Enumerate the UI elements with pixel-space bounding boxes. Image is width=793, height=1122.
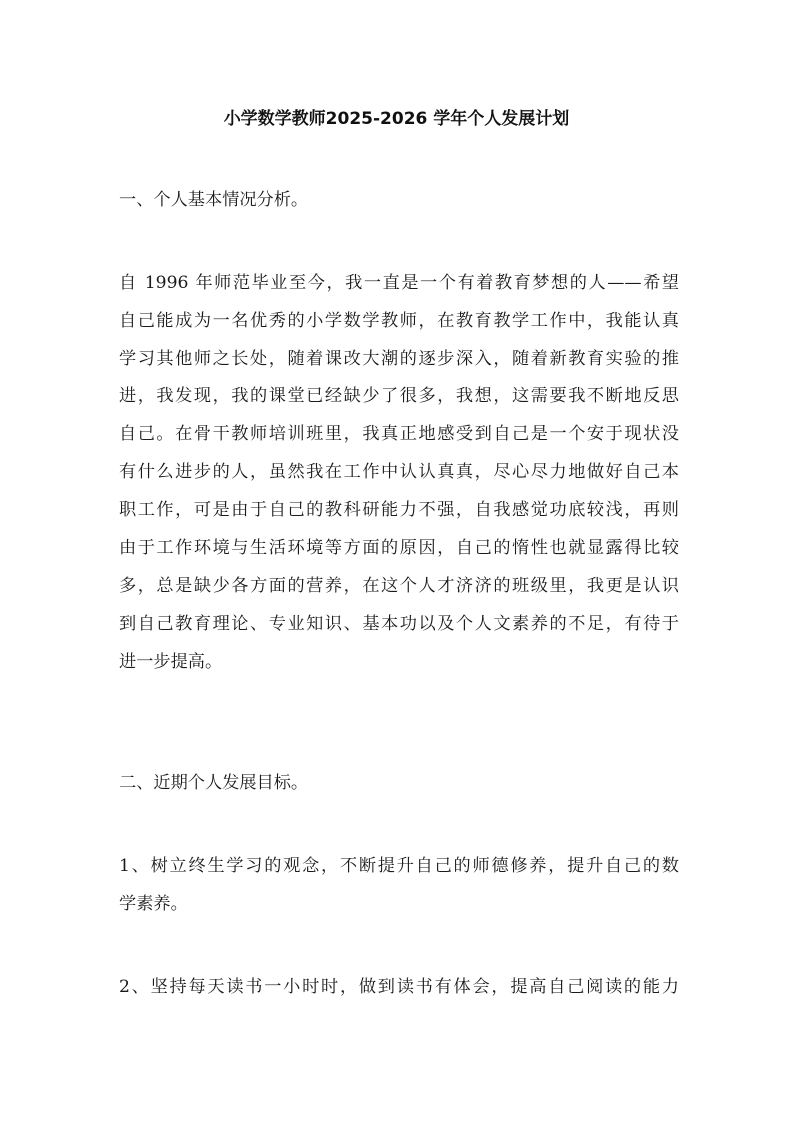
section-heading-development-goals: 二、近期个人发展目标。 <box>119 773 309 793</box>
section-heading-personal-analysis: 一、个人基本情况分析。 <box>119 190 309 210</box>
paragraph-line: 由于工作环境与生活环境等方面的原因，自己的惰性也就显露得比较 <box>119 538 679 558</box>
paragraph-line: 自己。在骨干教师培训班里，我真正地感受到自己是一个安于现状没 <box>119 424 679 444</box>
paragraph-line: 学习其他师之长处，随着课改大潮的逐步深入，随着新教育实验的推 <box>119 349 679 369</box>
paragraph-line: 自己能成为一名优秀的小学数学教师，在教育教学工作中，我能认真 <box>119 311 679 331</box>
document-title: 小学数学教师2025-2026 学年个人发展计划 <box>223 109 570 129</box>
paragraph-line: 到自己教育理论、专业知识、基本功以及个人文素养的不足，有待于 <box>119 614 679 634</box>
goal-item-2-line: 2、坚持每天读书一小时时，做到读书有体会，提高自己阅读的能力 <box>119 977 679 997</box>
paragraph-line: 自 1996 年师范毕业至今，我一直是一个有着教育梦想的人——希望 <box>119 273 679 293</box>
goal-item-1-line: 学素养。 <box>119 894 188 914</box>
paragraph-line: 进一步提高。 <box>119 652 223 672</box>
paragraph-line: 进，我发现，我的课堂已经缺少了很多，我想，这需要我不断地反思 <box>119 386 679 406</box>
goal-item-1-line: 1、树立终生学习的观念，不断提升自己的师德修养，提升自己的数 <box>119 856 679 876</box>
paragraph-line: 多，总是缺少各方面的营养，在这个人才济济的班级里，我更是认识 <box>119 576 679 596</box>
paragraph-line: 职工作，可是由于自己的教科研能力不强，自我感觉功底较浅，再则 <box>119 500 679 520</box>
paragraph-line: 有什么进步的人，虽然我在工作中认认真真，尽心尽力地做好自己本 <box>119 462 679 482</box>
